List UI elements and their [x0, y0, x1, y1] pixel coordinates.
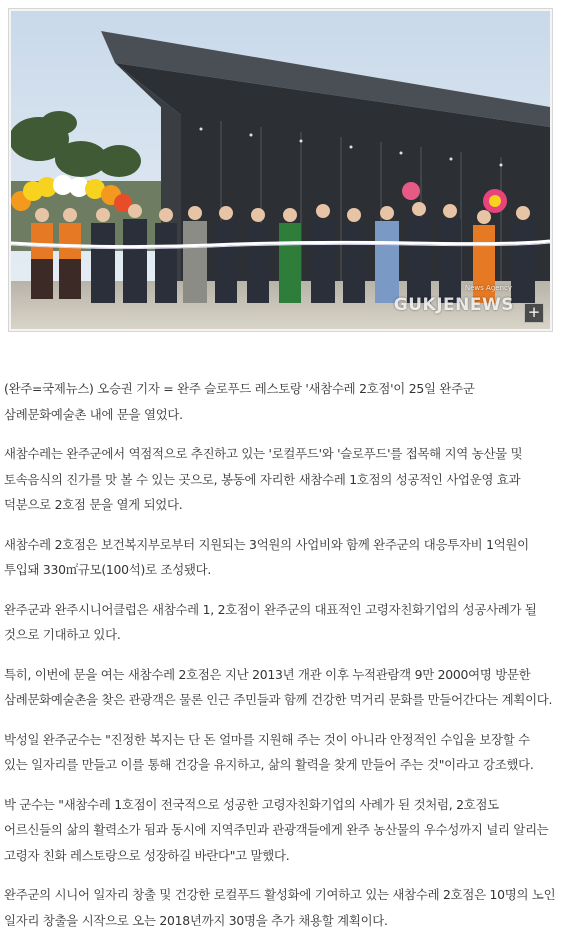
- article-paragraph: 완주군과 완주시니어클럽은 새참수레 1, 2호점이 완주군의 대표적인 고령자친화기업의 성공사례가 될 것으로 기대하고 있다.: [4, 601, 537, 642]
- article-paragraph: 특히, 이번에 문을 여는 새참수레 2호점은 지난 2013년 개관 이후 누적관람객 9만 2000여명 방문한 삼례문화예술촌을 찾은 관광객은 물론 인근 주민들과 함께 건강한 먹거리 문화를 만들어간다는 계획이다.: [4, 666, 553, 707]
- zoom-plus-icon[interactable]: +: [524, 303, 544, 323]
- article-paragraph: 박 군수는 "새참수레 1호점이 전국적으로 성공한 고령자친화기업의 사례가 된 것처럼, 2호점도 어르신들의 삶의 활력소가 됨과 동시에 지역주민과 관광객들에게 완주 농산물의 우수성까지 널리 알리는 고령자 친화 레스토랑으로 성장하길 바란다"고 말했다.: [4, 796, 549, 863]
- article-paragraph: 새참수레는 완주군에서 역점적으로 추진하고 있는 '로컬푸드'와 '슬로푸드'를 접목해 지역 농산물 및 토속음식의 진가를 맛 볼 수 있는 곳으로, 봉동에 자리한 새참수레 1호점의 성공적인 사업운영 효과 덕분으로 2호점 문을 열게 되었다.: [4, 446, 523, 512]
- article-paragraph: 박성일 완주군수는 "진정한 복지는 단 돈 얼마를 지원해 주는 것이 아니라 안정적인 수입을 보장할 수 있는 일자리를 만들고 이를 통해 건강을 유지하고, 삶의 활력을 찾게 만들어 주는 것"이라고 강조했다.: [4, 731, 534, 772]
- article-photo-frame: [8, 8, 553, 332]
- article-paragraph: 새참수레 2호점은 보건복지부로부터 지원되는 3억원의 사업비와 함께 완주군의 대응투자비 1억원이 투입돼 330㎡규모(100석)로 조성됐다.: [4, 536, 529, 577]
- article-paragraph: 완주군의 시니어 일자리 창출 및 건강한 로컬푸드 활성화에 기여하고 있는 새참수레 2호점은 10명의 노인 일자리 창출을 시작으로 오는 2018년까지 30명을 추가 채용할 계획이다.: [4, 887, 556, 928]
- watermark-agency: News Agency: [464, 284, 512, 292]
- watermark-name: GUKJENEWS: [393, 295, 514, 315]
- article-body: [4, 376, 556, 947]
- ribbon-cutting-photo: [11, 11, 550, 329]
- article-photo[interactable]: [11, 11, 550, 329]
- news-watermark: [393, 284, 514, 315]
- article-paragraph: (완주=국제뉴스) 오승권 기자 = 완주 슬로푸드 레스토랑 '새참수레 2호점'이 25일 완주군 삼례문화예술촌 내에 문을 열었다.: [4, 381, 475, 422]
